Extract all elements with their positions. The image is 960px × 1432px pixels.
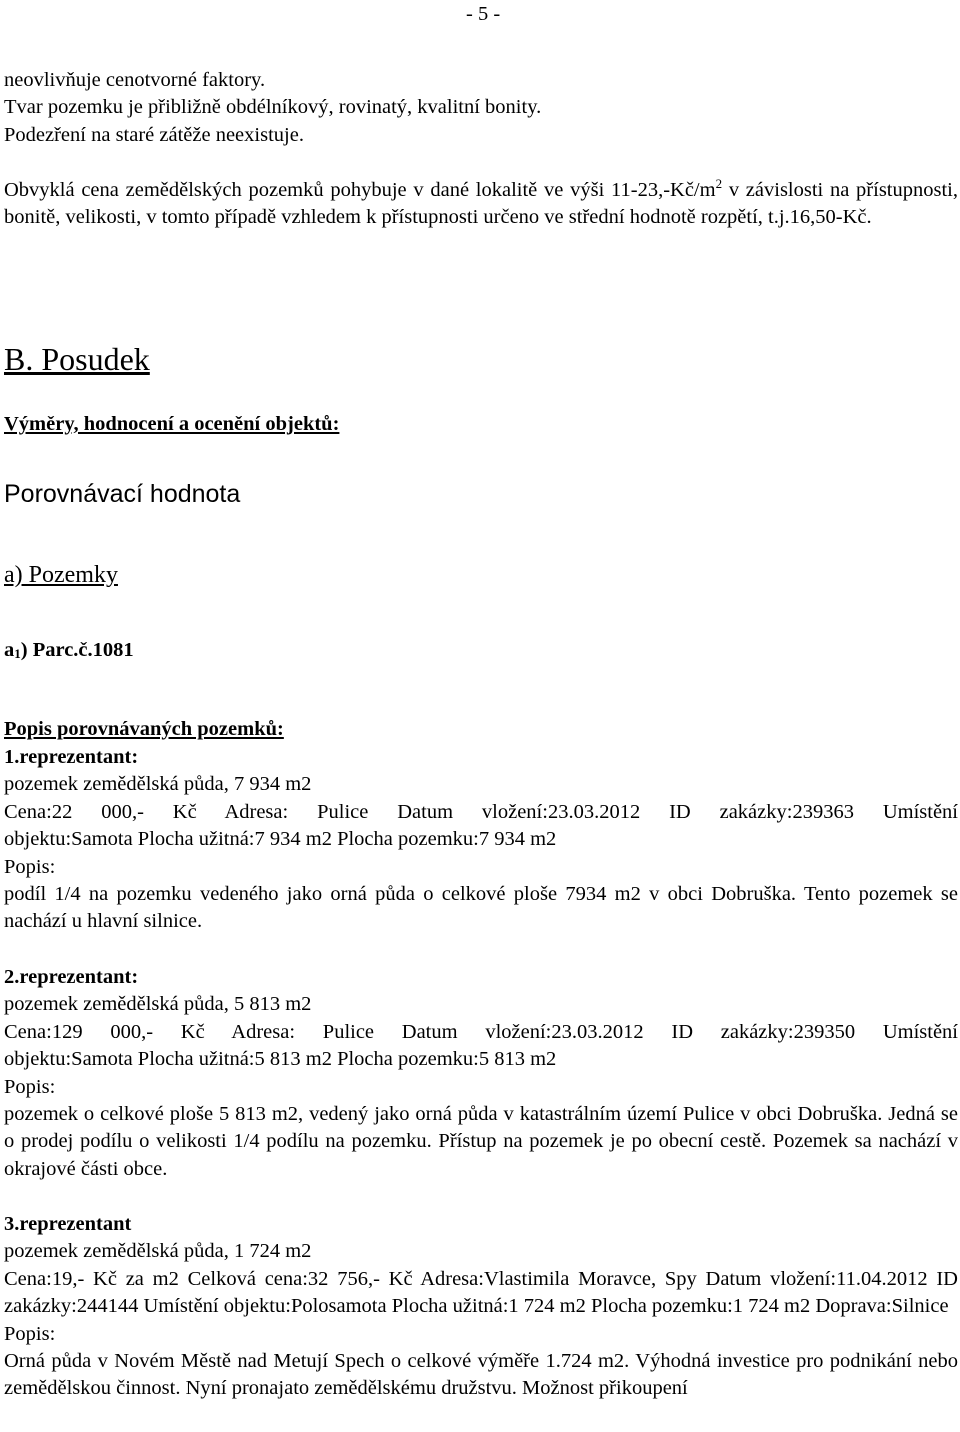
rep1-details-line1: Cena:22 000,- Kč Adresa: Pulice Datum vložení:23.03.2012 ID zakázky:239363 Umístění	[4, 800, 958, 823]
parcel-suffix: ) Parc.č.1081	[20, 639, 134, 661]
price-text-1: Obvyklá cena zemědělských pozemků pohybuje v dané lokalitě ve výši 11-23,-Kč/m	[4, 179, 716, 201]
rep1-popis-label: Popis:	[4, 855, 56, 878]
intro-line-2: Tvar pozemku je přibližně obdélníkový, rovinatý, kvalitní bonity.	[4, 96, 542, 119]
intro-paragraph	[4, 67, 958, 149]
heading-porovnavaci-hodnota: Porovnávací hodnota	[4, 480, 241, 508]
rep2-popis-text: pozemek o celkové ploše 5 813 m2, vedený jako orná půda v katastrálním území Pulice v obci Dobruška. Jedná se o prodej podílu o velikosti 1/4 podílu na pozemku. Přístup na pozemek je po obecní cestě. Pozemek sa nachází v okrajové části obce.	[4, 1103, 958, 1180]
rep2-popis-label: Popis:	[4, 1075, 56, 1098]
rep1-popis-text: podíl 1/4 na pozemku vedeného jako orná půda o celkové ploše 7934 m2 v obci Dobruška. Tento pozemek se nachází u hlavní silnice.	[4, 883, 958, 933]
heading-pozemky: a) Pozemky	[4, 562, 118, 588]
representative-2	[4, 964, 958, 1183]
intro-line-3: Podezření na staré zátěže neexistuje.	[4, 123, 304, 146]
price-paragraph	[4, 177, 958, 232]
rep2-details-line2: objektu:Samota Plocha užitná:5 813 m2 Plocha pozemku:5 813 m2	[4, 1048, 557, 1071]
rep3-title: 3.reprezentant	[4, 1213, 132, 1235]
rep3-popis-text: Orná půda v Novém Městě nad Metují Spech o celkové výměře 1.724 m2. Výhodná investice pro podnikání nebo zemědělskou činnost. Nyní pronajato zemědělskému družstvu. Možnost přikoupení	[4, 1350, 958, 1400]
rep1-type: pozemek zemědělská půda, 7 934 m2	[4, 773, 312, 796]
rep3-popis-label: Popis:	[4, 1322, 56, 1345]
price-text-2: v závislosti na přístupnosti, bonitě, velikosti, v tomto případě vzhledem k přístupnosti určeno ve střední hodnotě rozpětí, t.j.16,50-Kč.	[4, 179, 958, 229]
intro-line-1: neovlivňuje cenotvorné faktory.	[4, 69, 266, 91]
rep2-details-line1: Cena:129 000,- Kč Adresa: Pulice Datum vložení:23.03.2012 ID zakázky:239350 Umístění	[4, 1020, 958, 1043]
rep2-title: 2.reprezentant:	[4, 966, 139, 988]
parcel-subscript: 1	[14, 646, 21, 661]
parcel-prefix: a	[4, 639, 15, 661]
representative-3	[4, 1211, 958, 1403]
rep1-title: 1.reprezentant:	[4, 746, 139, 768]
rep3-type: pozemek zemědělská půda, 1 724 m2	[4, 1240, 312, 1263]
section-heading-posudek: B. Posudek	[4, 341, 150, 377]
rep3-details: Cena:19,- Kč za m2 Celková cena:32 756,- Kč Adresa:Vlastimila Moravce, Spy Datum vložení:11.04.2012 ID zakázky:244144 Umístění objektu:Polosamota Plocha užitná:1 724 m2 Plocha pozemku:1 724 m2 Doprava:Silnice	[4, 1267, 958, 1318]
rep2-type: pozemek zemědělská půda, 5 813 m2	[4, 993, 312, 1016]
price-superscript: 2	[715, 176, 723, 191]
page-number: - 5 -	[466, 3, 501, 25]
parcel-heading	[4, 637, 958, 664]
rep1-details-line2: objektu:Samota Plocha užitná:7 934 m2 Plocha pozemku:7 934 m2	[4, 828, 557, 851]
popis-heading: Popis porovnávaných pozemků:	[4, 718, 284, 740]
heading-vymery: Výměry, hodnocení a ocenění objektů:	[4, 413, 340, 435]
representative-1	[4, 744, 958, 936]
